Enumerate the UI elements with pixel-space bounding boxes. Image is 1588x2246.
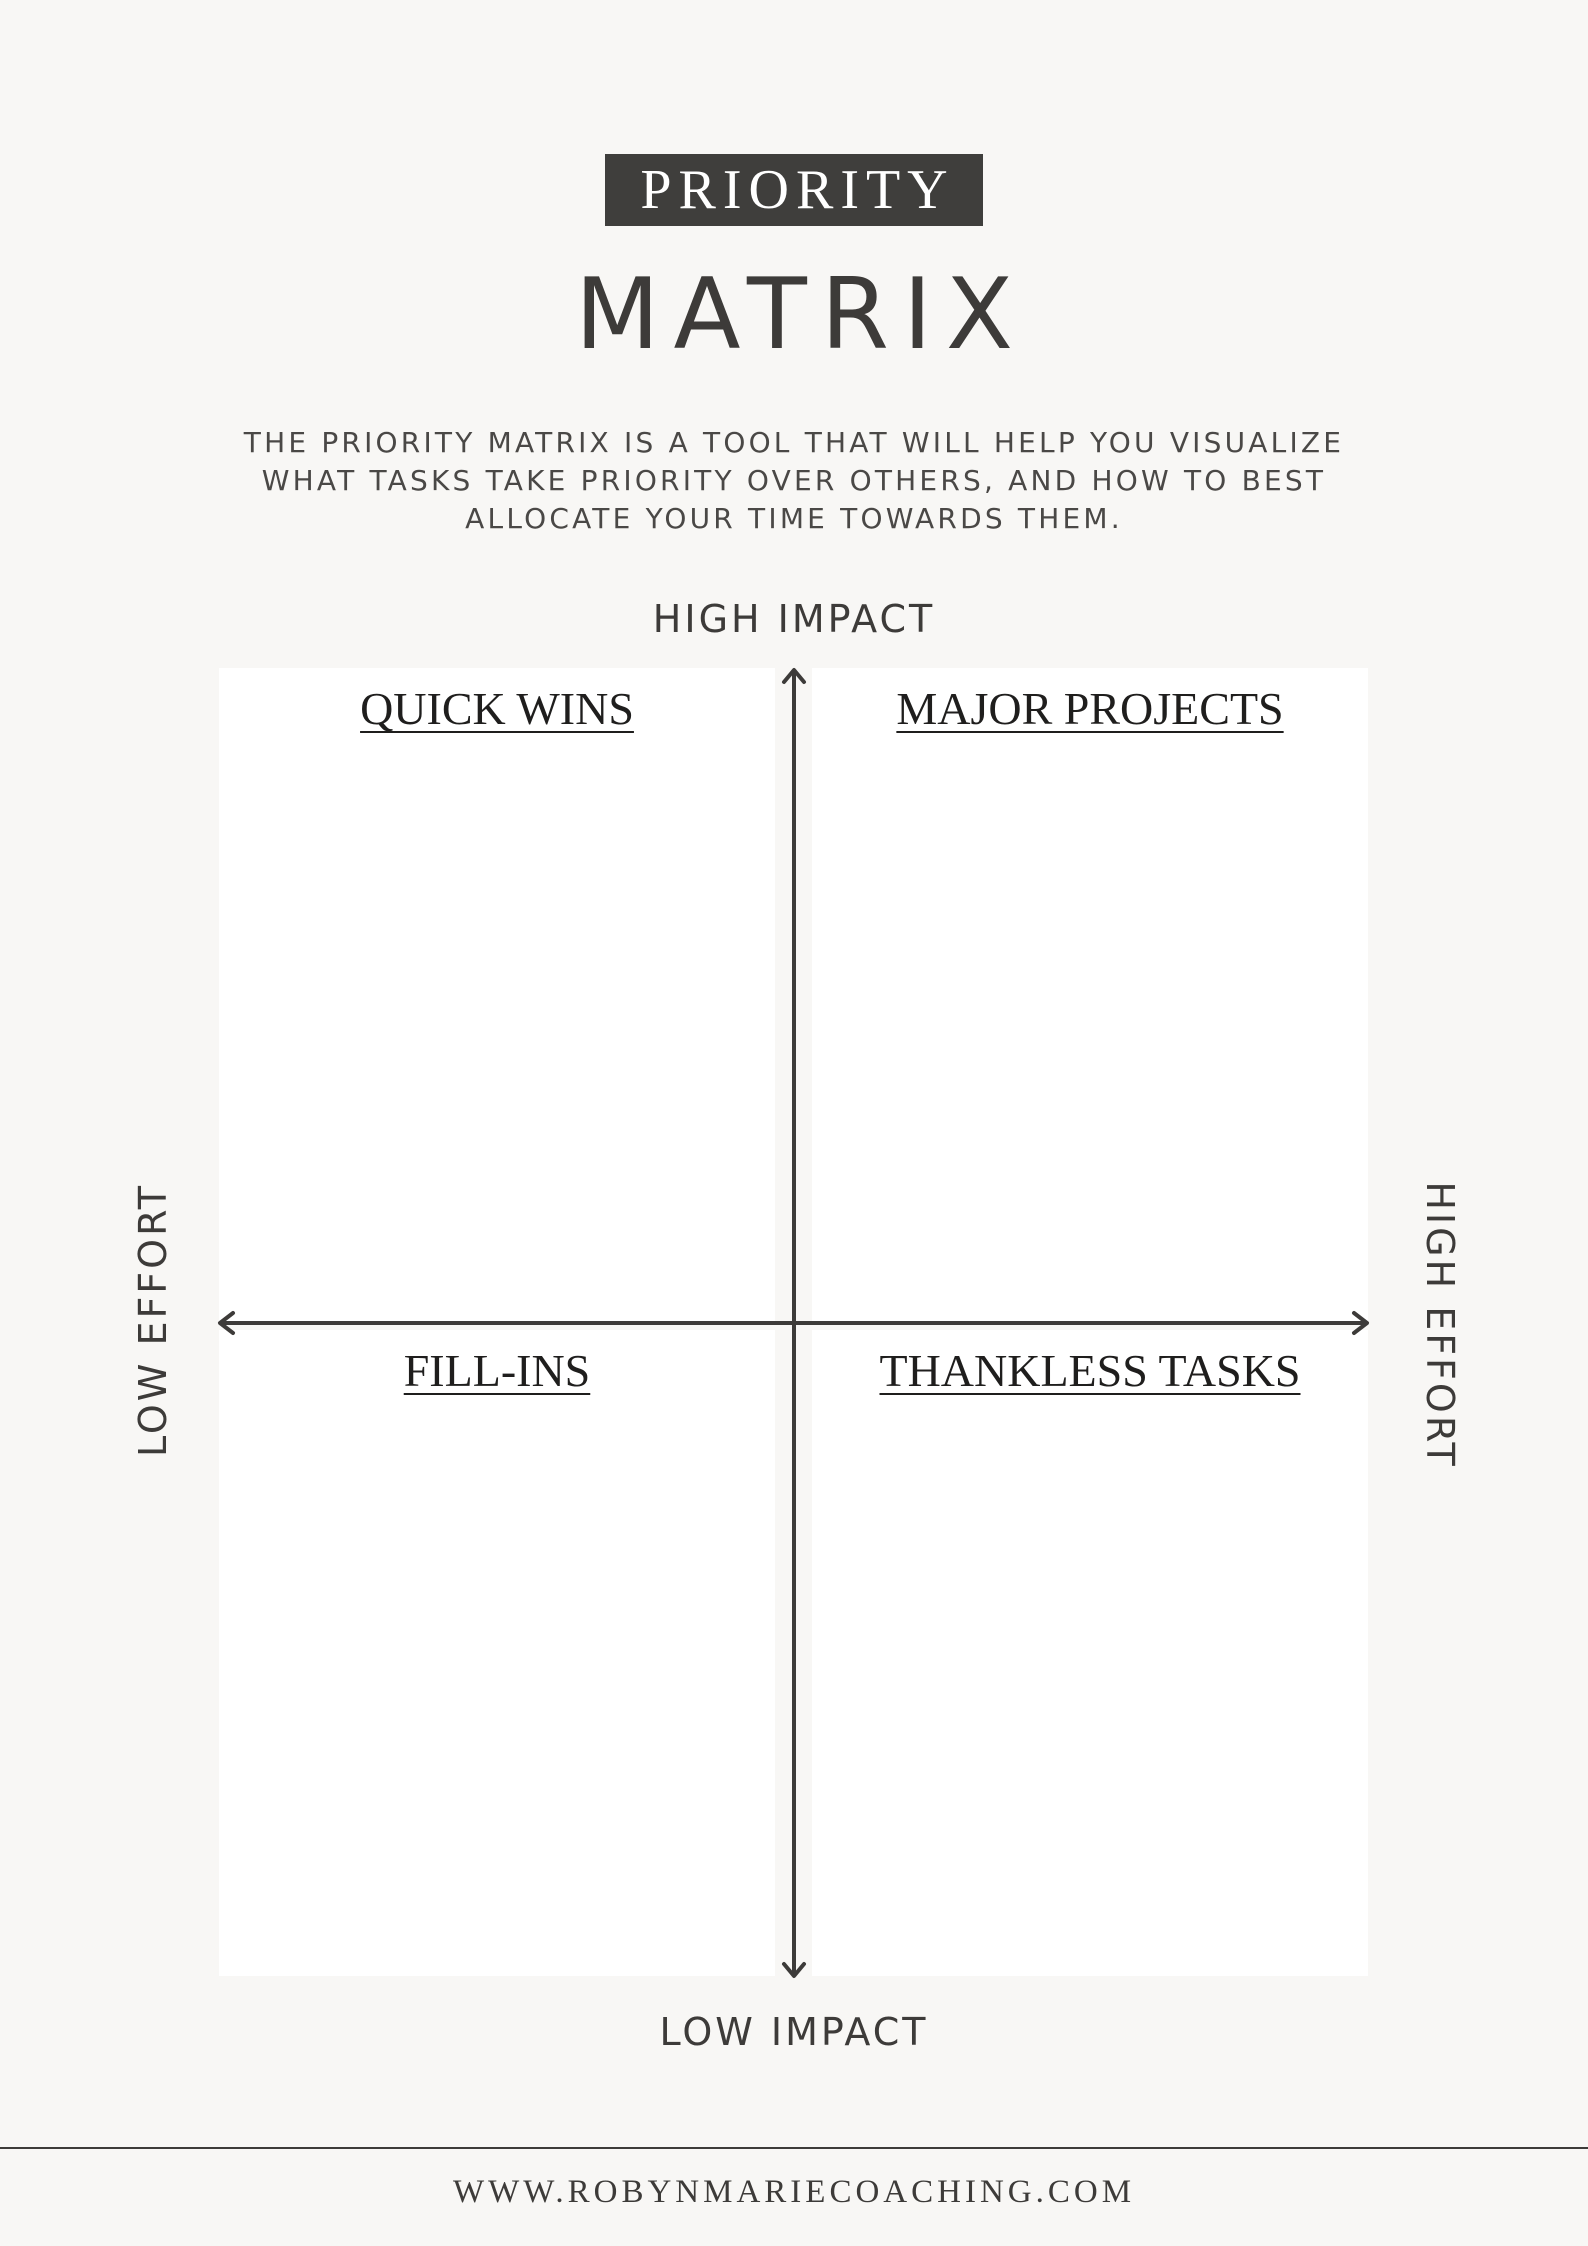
axis-label-low-impact: LOW IMPACT <box>659 2010 929 2054</box>
axis-label-high-effort: HIGH EFFORT <box>1418 1181 1462 1469</box>
axis-label-low-effort: LOW EFFORT <box>131 1183 175 1457</box>
priority-badge <box>605 154 983 226</box>
quadrant-title-fill-ins: FILL-INS <box>403 1345 591 1396</box>
footer-website-link[interactable]: WWW.ROBYNMARIECOACHING.COM <box>452 2174 1136 2210</box>
badge-text: PRIORITY <box>640 159 955 221</box>
quadrant-title-quick-wins: QUICK WINS <box>360 683 634 734</box>
quadrant-fill-ins[interactable] <box>219 1330 775 1976</box>
arrow-down-icon <box>784 1964 804 1976</box>
page-title: MATRIX <box>575 258 1027 372</box>
quadrant-quick-wins[interactable] <box>219 668 775 1322</box>
quadrant-major-projects[interactable] <box>812 668 1368 1322</box>
quadrant-title-major-projects: MAJOR PROJECTS <box>896 683 1284 734</box>
axis-label-high-impact: HIGH IMPACT <box>652 597 936 641</box>
quadrant-thankless-tasks[interactable] <box>812 1330 1368 1976</box>
quadrant-title-thankless-tasks: THANKLESS TASKS <box>879 1345 1301 1396</box>
intro-text: THE PRIORITY MATRIX IS A TOOL THAT WILL HELP YOU VISUALIZE WHAT TASKS TAKE PRIORITY OVER OTHERS, AND HOW TO BEST ALLOCATE YOUR TIME TOWARDS THEM. <box>243 426 1345 535</box>
arrow-up-icon <box>784 670 804 682</box>
footer-divider <box>0 2147 1588 2149</box>
